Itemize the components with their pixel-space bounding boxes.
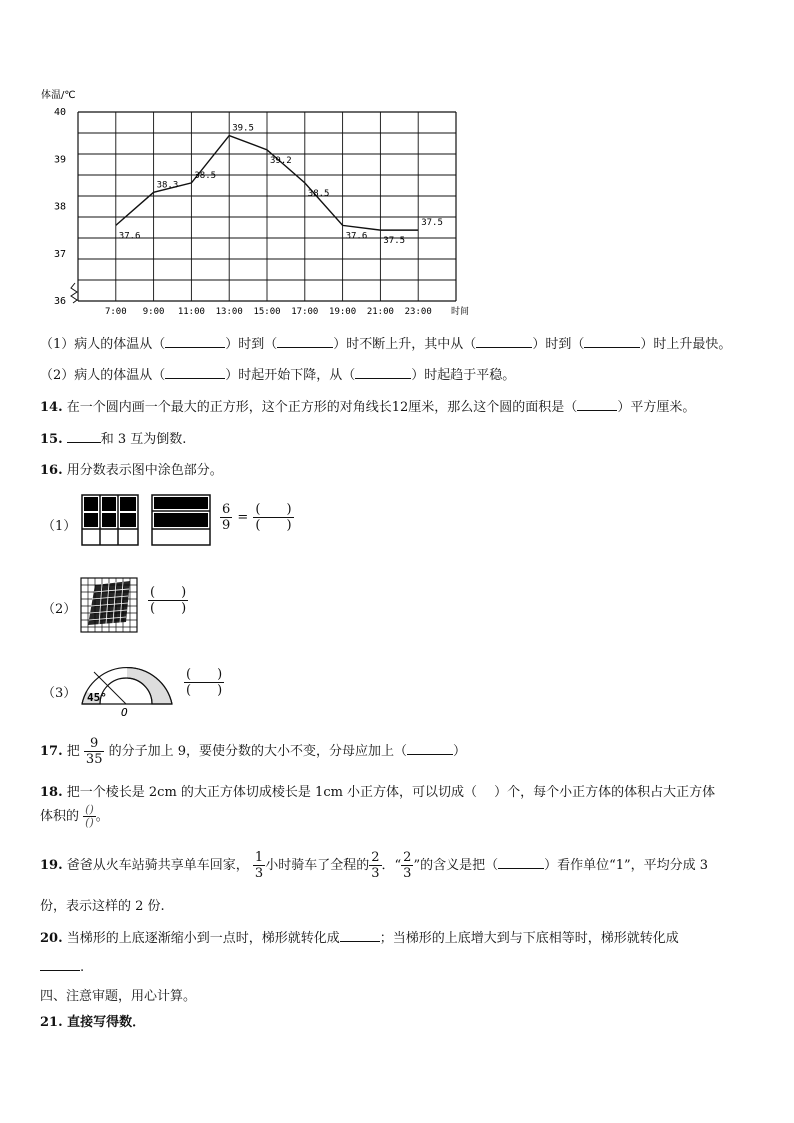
q16-part3-label: （3）: [42, 686, 77, 701]
question-number: 21.: [40, 1015, 63, 1030]
answer-denominator-blank[interactable]: ( ): [150, 601, 187, 616]
question-17: [40, 736, 466, 767]
q18-text-c: 。: [95, 809, 109, 824]
answer-denominator-blank[interactable]: ( ): [186, 683, 223, 698]
point-label: 38.5: [307, 188, 330, 199]
x-tick-label: 9:00: [142, 307, 165, 317]
point-label: 37.6: [118, 231, 141, 242]
q16-figure-2: [79, 576, 141, 634]
answer-numerator-blank[interactable]: (): [85, 803, 94, 816]
fraction-denominator: 9: [222, 518, 231, 533]
q21-text: 直接写得数．: [67, 1015, 146, 1030]
question-number: 20.: [40, 931, 63, 946]
q13-sub2-text-c: ）时起趋于平稳。: [411, 368, 516, 383]
q19-text-a: 爸爸从火车站骑共享单车回家，: [66, 858, 249, 873]
answer-blank[interactable]: [165, 335, 225, 348]
answer-blank[interactable]: [476, 335, 532, 348]
x-tick-label: 23:00: [404, 307, 432, 317]
q13-sub1-text-e: ）时上升最快。: [640, 337, 732, 352]
q13-sub1-text-a: （1）病人的体温从（: [40, 337, 166, 352]
fraction-denominator: 3: [371, 866, 380, 881]
x-tick-label: 21:00: [366, 307, 394, 317]
x-tick-label: 15:00: [253, 307, 281, 317]
equals-sign: =: [237, 510, 249, 525]
q16-part2-answer: [148, 585, 188, 616]
q16-part2-label: （2）: [42, 602, 77, 617]
q19-text-e: ）看作单位“1”，平均分成 3: [544, 858, 709, 873]
q19-text-d: ”的含义是把（: [413, 858, 499, 873]
fraction-numerator: 2: [403, 850, 412, 865]
point-label: 37.5: [421, 218, 443, 229]
question-number: 19.: [40, 858, 63, 873]
axis-break-icon: [71, 283, 77, 303]
question-19: [40, 850, 708, 881]
question-number: 14.: [40, 400, 63, 415]
q20-text-c: .: [80, 960, 85, 975]
y-tick-label: 36: [54, 296, 67, 307]
q19-text-b: 小时骑车了全程的: [265, 858, 370, 873]
q16-equation: [220, 502, 294, 533]
question-number: 17.: [40, 744, 63, 759]
answer-numerator-blank[interactable]: ( ): [255, 502, 292, 517]
answer-blank[interactable]: [584, 335, 640, 348]
origin-label: O: [121, 706, 128, 718]
chart-grid: [78, 112, 456, 301]
q18-text-a: 把一个棱长是 2cm 的大正方体切成棱长是 1cm 小正方体，可以切成（ ）个，每个小正方体的体积占大正方体: [66, 785, 716, 800]
q13-sub1-text-b: ）时到（: [225, 337, 278, 352]
point-label: 37.6: [345, 231, 368, 242]
question-20-line2: [40, 958, 84, 975]
q13-sub2: [40, 364, 515, 383]
question-15: [40, 428, 186, 447]
q17-text-c: ）: [453, 744, 467, 759]
y-tick-label: 39: [54, 154, 67, 166]
point-label: 39.2: [270, 155, 292, 166]
answer-denominator-blank[interactable]: (): [85, 816, 94, 829]
q14-text-a: 在一个圆内画一个最大的正方形，这个正方形的对角线长12厘米，那么这个圆的面积是（: [66, 400, 578, 415]
answer-blank[interactable]: [407, 742, 453, 755]
question-19-line2: [40, 895, 165, 914]
q20-text-a: 当梯形的上底逐渐缩小到一点时，梯形就转化成: [66, 931, 340, 946]
question-21: [40, 1011, 145, 1030]
answer-blank[interactable]: [498, 856, 544, 869]
y-tick-label: 37: [54, 248, 67, 260]
x-tick-label: 17:00: [291, 307, 319, 317]
answer-numerator-blank[interactable]: ( ): [186, 667, 223, 682]
y-tick-label: 40: [54, 107, 67, 118]
question-14: [40, 396, 695, 415]
q13-sub1-text-d: ）时到（: [532, 337, 585, 352]
q18-text-b: 体积的: [40, 809, 80, 824]
q13-sub2-text-b: ）时起开始下降，从（: [225, 368, 356, 383]
fraction-numerator: 6: [222, 502, 231, 517]
y-tick-labels: [54, 107, 66, 307]
point-label: 38.5: [194, 170, 217, 181]
q13-sub1: [40, 333, 731, 352]
y-axis-label: 体温/℃: [41, 90, 76, 101]
answer-numerator-blank[interactable]: ( ): [150, 585, 187, 600]
answer-blank[interactable]: [340, 929, 380, 942]
point-label: 38.3: [156, 180, 179, 191]
point-label: 39.5: [232, 123, 254, 134]
y-tick-label: 38: [54, 201, 67, 213]
q16-part1-label: （1）: [42, 519, 77, 534]
q19-text-f: 份，表示这样的 2 份.: [40, 899, 165, 914]
q16-text: 用分数表示图中涂色部分。: [66, 463, 223, 478]
q17-text-a: 把: [66, 744, 80, 759]
fraction-numerator: 1: [254, 850, 264, 865]
q13-sub2-text-a: （2）病人的体温从（: [40, 368, 166, 383]
fraction-numerator: 9: [90, 736, 99, 751]
x-tick-label: 13:00: [215, 307, 243, 317]
q14-text-b: ）平方厘米。: [617, 400, 696, 415]
fraction-denominator: 3: [403, 866, 412, 881]
answer-blank[interactable]: [577, 398, 617, 411]
section-4-title: 四、注意审题，用心计算。: [40, 989, 197, 1004]
q16-figure-1a: [80, 493, 140, 548]
question-number: 18.: [40, 785, 63, 800]
q19-text-c: ．“: [381, 858, 402, 873]
x-axis-label: 时间: [451, 307, 470, 317]
answer-blank[interactable]: [277, 335, 333, 348]
answer-blank[interactable]: [67, 430, 101, 443]
point-label: 37.5: [383, 236, 406, 247]
q16-part3-answer: [184, 667, 224, 698]
angle-label: 45°: [87, 691, 107, 704]
answer-blank[interactable]: [165, 366, 225, 379]
question-18-line2: [40, 804, 109, 829]
question-number: 15.: [40, 432, 63, 447]
q16-figure-3: [78, 656, 178, 718]
temperature-line-chart: [30, 85, 480, 320]
fraction-numerator: 2: [371, 850, 380, 865]
q13-sub1-text-c: ）时不断上升，其中从（: [333, 337, 477, 352]
q20-text-b: ；当梯形的上底增大到与下底相等时，梯形就转化成: [379, 931, 679, 946]
x-tick-label: 11:00: [177, 307, 205, 317]
point-labels: [119, 124, 443, 247]
x-tick-label: 7:00: [104, 307, 127, 317]
q16-figure-1b: [150, 493, 212, 548]
q17-text-b: 的分子加上 9，要使分数的大小不变，分母应加上（: [108, 744, 408, 759]
x-tick-labels: [105, 307, 432, 317]
question-16: [40, 459, 223, 478]
answer-blank[interactable]: [40, 958, 80, 971]
question-20: [40, 927, 679, 946]
fraction-denominator: 35: [85, 752, 103, 767]
question-number: 16.: [40, 463, 63, 478]
answer-blank[interactable]: [355, 366, 411, 379]
question-18: [40, 781, 715, 800]
q15-text: 和 3 互为倒数.: [100, 432, 187, 447]
answer-denominator-blank[interactable]: ( ): [255, 518, 292, 533]
fraction-denominator: 3: [254, 866, 264, 881]
x-tick-label: 19:00: [329, 307, 357, 317]
